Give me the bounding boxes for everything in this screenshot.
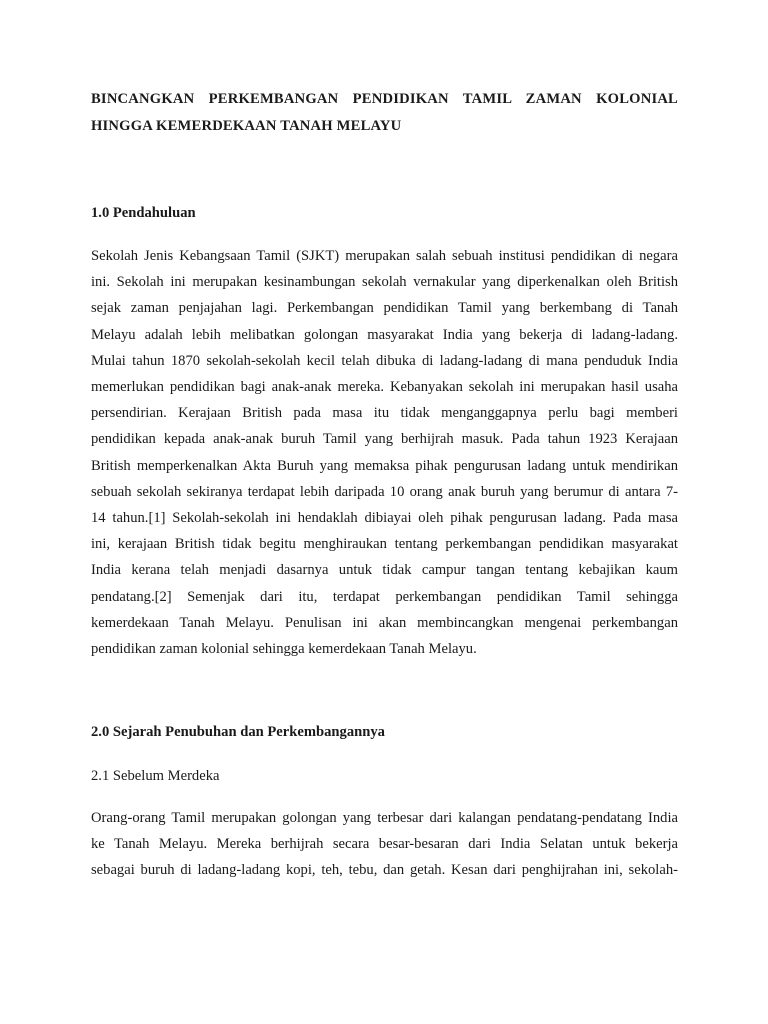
paragraph-line: pendidikan zaman kolonial sehingga kemerdekaan Tanah Melayu. (91, 641, 477, 658)
title-line-2: HINGGA KEMERDEKAAN TANAH MELAYU (91, 118, 402, 134)
paragraph-line: kemerdekaan Tanah Melayu. Penulisan ini akan membincangkan mengenai perkembangan (91, 614, 678, 631)
paragraph-line: sebuah sekolah sekiranya terdapat lebih daripada 10 orang anak buruh yang berumur di antara 7- (91, 483, 678, 500)
paragraph-line: Melayu adalah lebih melibatkan golongan masyarakat India yang bekerja di ladang-ladang. (91, 326, 678, 343)
paragraph-line: Orang-orang Tamil merupakan golongan yang terbesar dari kalangan pendatang-pendatang India (91, 810, 678, 826)
section-1-paragraph (91, 243, 678, 662)
paragraph-line: persendirian. Kerajaan British pada masa itu tidak menganggapnya perlu bagi memberi (91, 405, 678, 422)
paragraph-line: 14 tahun.[1] Sekolah-sekolah ini hendaklah dibiayai oleh pihak pengurusan ladang. Pada masa (91, 510, 678, 527)
paragraph-line: pendatang.[2] Semenjak dari itu, terdapat perkembangan pendidikan Tamil sehingga (91, 588, 678, 605)
paragraph-line: pendidikan kepada anak-anak buruh Tamil yang berhijrah masuk. Pada tahun 1923 Kerajaan (91, 431, 678, 448)
paragraph-line: sejak zaman penjajahan lagi. Perkembangan pendidikan Tamil yang berkembang di Tanah (91, 300, 678, 317)
paragraph-line: British memperkenalkan Akta Buruh yang memaksa pihak pengurusan ladang untuk mendirikan (91, 457, 678, 474)
paragraph-line: memerlukan pendidikan bagi anak-anak mereka. Kebanyakan sekolah ini merupakan hasil usaha (91, 379, 678, 396)
section-2-heading: 2.0 Sejarah Penubuhan dan Perkembangannya (91, 724, 385, 740)
section-2-1-heading: 2.1 Sebelum Merdeka (91, 768, 220, 784)
document-title (91, 86, 678, 140)
section-2-1-paragraph (91, 805, 678, 884)
paragraph-line: ke Tanah Melayu. Mereka berhijrah secara besar-besaran dari India Selatan untuk bekerja (91, 836, 678, 853)
paragraph-line: Mulai tahun 1870 sekolah-sekolah kecil telah dibuka di ladang-ladang di mana penduduk India (91, 352, 678, 369)
paragraph-line: India kerana telah menjadi dasarnya untuk tidak campur tangan tentang kebajikan kaum (91, 562, 678, 579)
paragraph-line: ini. Sekolah ini merupakan kesinambungan sekolah vernakular yang diperkenalkan oleh British (91, 274, 678, 291)
paragraph-line: ini, kerajaan British tidak begitu menghiraukan tentang perkembangan pendidikan masyarakat (91, 536, 678, 553)
section-1-heading: 1.0 Pendahuluan (91, 205, 196, 221)
paragraph-line: sebagai buruh di ladang-ladang kopi, teh, tebu, dan getah. Kesan dari penghijrahan ini, sekolah- (91, 862, 678, 879)
paragraph-line: Sekolah Jenis Kebangsaan Tamil (SJKT) merupakan salah sebuah institusi pendidikan di negara (91, 248, 678, 264)
title-line-1: BINCANGKAN PERKEMBANGAN PENDIDIKAN TAMIL ZAMAN KOLONIAL (91, 91, 678, 107)
